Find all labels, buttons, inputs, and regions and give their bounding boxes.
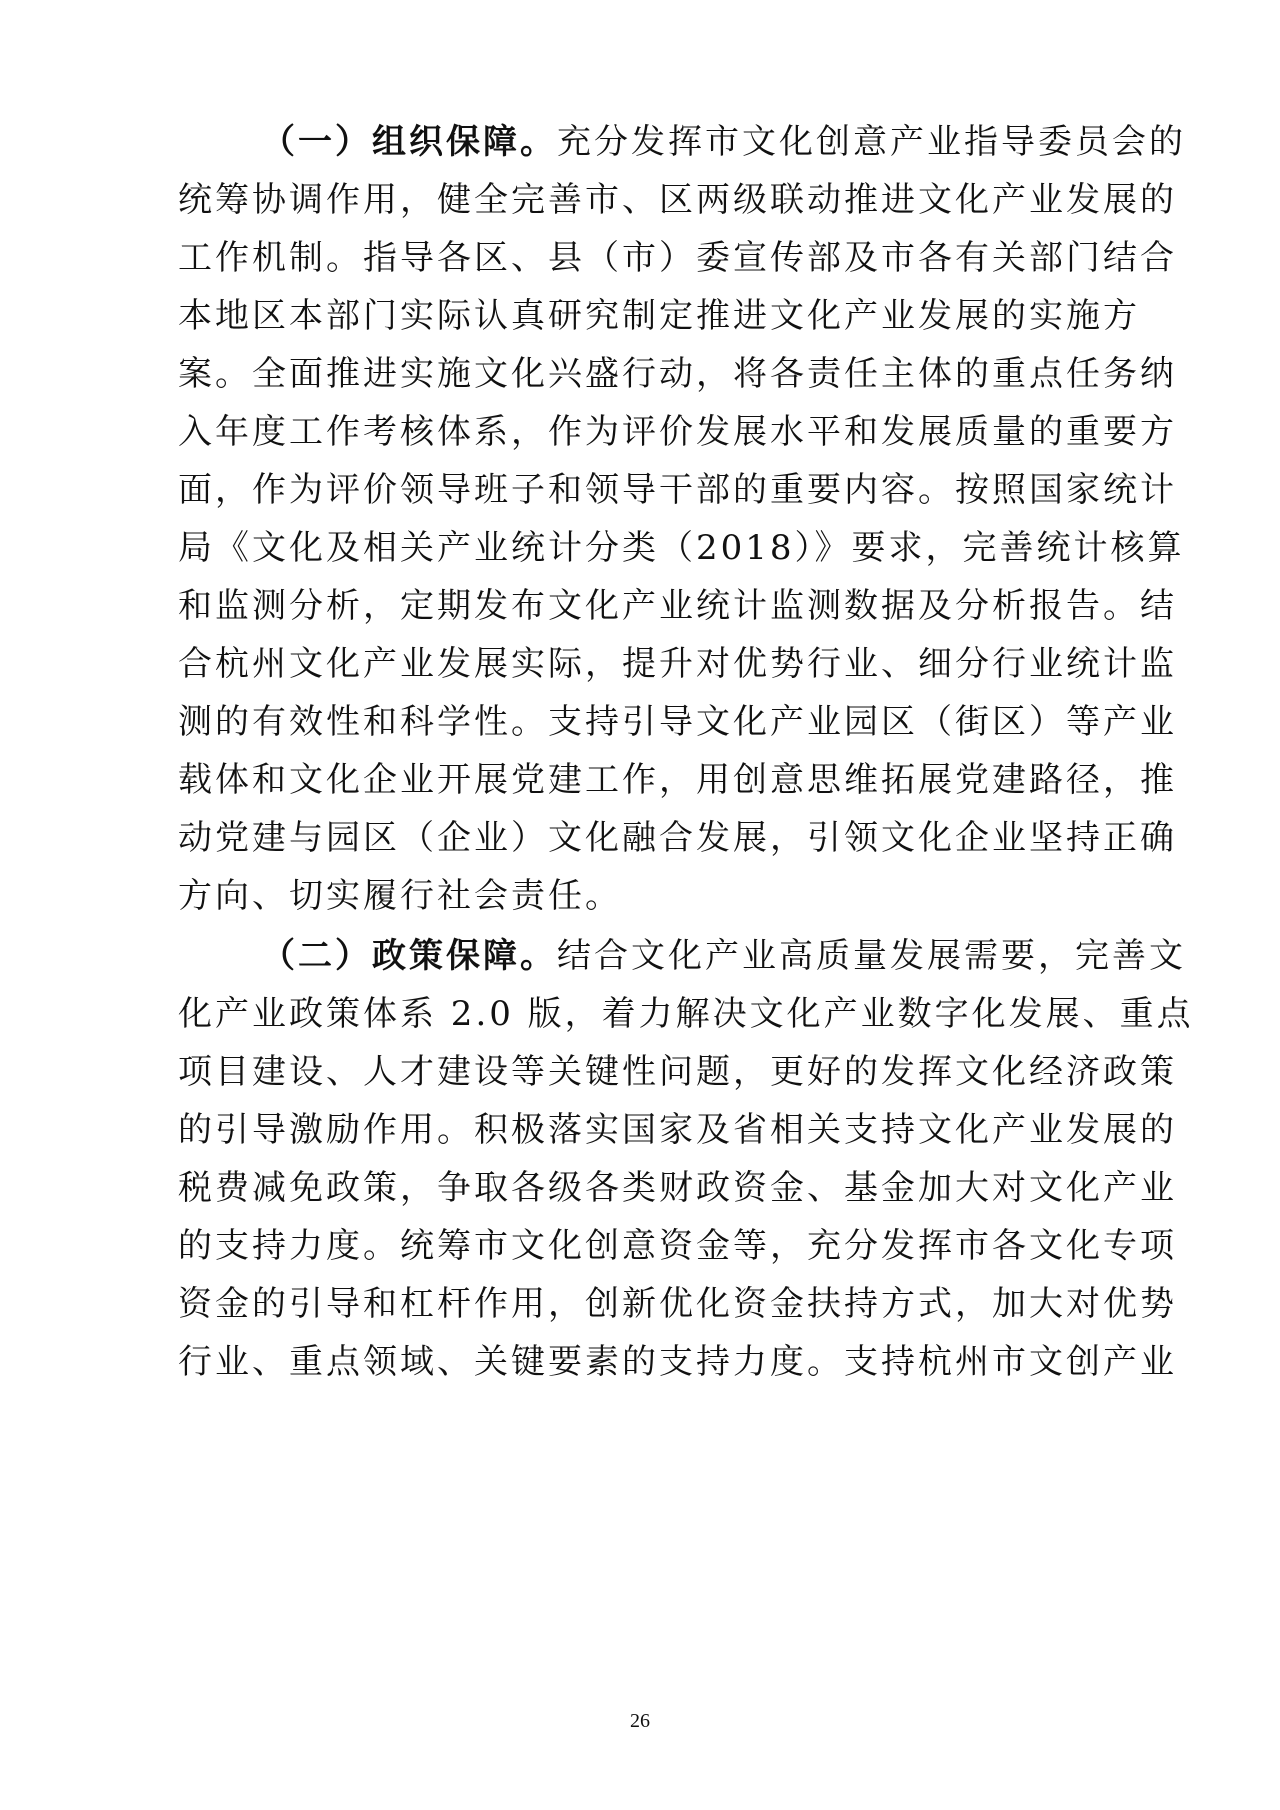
section-2-line: 项目建设、人才建设等关键性问题，更好的发挥文化经济政策 — [178, 1052, 1177, 1092]
section-1-line: 入年度工作考核体系，作为评价发展水平和发展质量的重要方 — [178, 412, 1177, 452]
section-1-line: 合杭州文化产业发展实际，提升对优势行业、细分行业统计监 — [178, 644, 1177, 684]
section-1-line: 案。全面推进实施文化兴盛行动，将各责任主体的重点任务纳 — [178, 354, 1177, 394]
section-2-line: 行业、重点领域、关键要素的支持力度。支持杭州市文创产业 — [178, 1342, 1177, 1382]
section-1-line: 方向、切实履行社会责任。 — [178, 876, 622, 916]
section-1-line: 局《文化及相关产业统计分类（2018）》要求，完善统计核算 — [178, 528, 1185, 568]
section-1-line: 工作机制。指导各区、县（市）委宣传部及市各有关部门结合 — [178, 238, 1177, 278]
section-2-line: 税费减免政策，争取各级各类财政资金、基金加大对文化产业 — [178, 1168, 1177, 1208]
section-1-line: 统筹协调作用，健全完善市、区两级联动推进文化产业发展的 — [178, 180, 1177, 220]
section-2-first-line-text: 结合文化产业高质量发展需要，完善文 — [557, 936, 1186, 976]
section-2-first-line — [261, 936, 1186, 976]
section-2-line: 的引导激励作用。积极落实国家及省相关支持文化产业发展的 — [178, 1110, 1177, 1150]
section-2-line: 化产业政策体系 2.0 版，着力解决文化产业数字化发展、重点 — [178, 994, 1194, 1034]
section-1-line: 测的有效性和科学性。支持引导文化产业园区（街区）等产业 — [178, 702, 1177, 742]
section-1-first-line-text: 充分发挥市文化创意产业指导委员会的 — [557, 122, 1186, 162]
section-1-line: 动党建与园区（企业）文化融合发展，引领文化企业坚持正确 — [178, 818, 1177, 858]
section-1-first-line — [261, 122, 1186, 162]
section-1-line: 载体和文化企业开展党建工作，用创意思维拓展党建路径，推 — [178, 760, 1177, 800]
section-1-line: 本地区本部门实际认真研究制定推进文化产业发展的实施方 — [178, 296, 1140, 336]
section-1-line: 面，作为评价领导班子和领导干部的重要内容。按照国家统计 — [178, 470, 1177, 510]
section-2-heading: （二）政策保障。 — [261, 936, 557, 976]
section-1-line: 和监测分析，定期发布文化产业统计监测数据及分析报告。结 — [178, 586, 1177, 626]
section-2-line: 的支持力度。统筹市文化创意资金等，充分发挥市各文化专项 — [178, 1226, 1177, 1266]
section-2-line: 资金的引导和杠杆作用，创新优化资金扶持方式，加大对优势 — [178, 1284, 1177, 1324]
page-number: 26 — [630, 1710, 650, 1732]
section-1-heading: （一）组织保障。 — [261, 122, 557, 162]
